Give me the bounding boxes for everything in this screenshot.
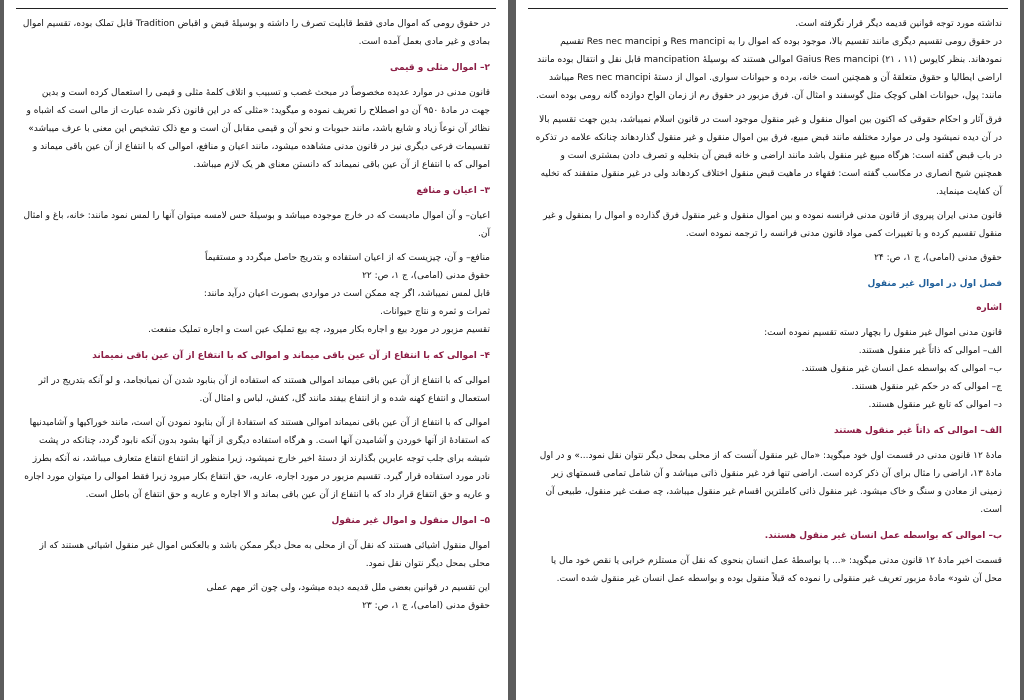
left-page-content <box>22 15 490 615</box>
paragraph: تقسیم مزبور در مورد بیع و اجاره بکار میرود، چه بیع تملیک عین است و اجاره تملیک منفعت. <box>148 325 490 335</box>
section-heading: ۲– اموال مثلی و قیمی <box>389 63 490 73</box>
paragraph: در حقوق رومی که اموال مادی فقط قابلیت تصرف را داشته و بوسیلهٔ قبض و اقباض Tradition قابل تملک بوده، تقسیم اموال بمادی و غیر مادی بعمل آمده است. <box>22 19 490 47</box>
list-item: ب– اموالی که بواسطه عمل انسان غیر منقول هستند. <box>801 364 1002 374</box>
text-line: این تقسیم در قوانین بعضی ملل قدیمه دیده میشود، ولی چون اثر مهم عملی <box>206 583 490 593</box>
section-heading: الف– اموالی که ذاتاً غیر منقول هستند <box>833 426 1002 436</box>
top-border <box>16 8 496 9</box>
paragraph: اموالی که با انتفاع از آن عین باقی میماند اموالی هستند که استفاده از آن بنابود شدن آن نمیانجامد، و لو آنکه بتدریج در اثر استعمال و انتفاع کهنه شده و از انتفاع بیفتد مانند گل، کفش، لباس و امثال آن. <box>38 376 490 404</box>
paragraph: اموال منقول اشیائی هستند که نقل آن از محلی به محل دیگر ممکن باشد و بالعکس اموال غیر منقول اشیائی هستند که از محلی بمحل دیگر نتوان نقل نمود. <box>39 541 490 569</box>
chapter-heading: فصل اول در اموال غیر منقول <box>867 279 1002 289</box>
text-line: ثمرات و ثمره و نتاج حیوانات. <box>380 307 490 317</box>
section-heading: ۴– اموالی که با انتفاع از آن عین باقی میماند و اموالی که با انتفاع از آن عین باقی نمیماند <box>92 351 490 361</box>
list-item: د– اموالی که تابع غیر منقول هستند. <box>868 400 1002 410</box>
paragraph: قانون مدنی در موارد عدیده مخصوصاً در مبحث غصب و تسبیب و اتلاف کلمهٔ مثلی و قیمی را استعمال کرده است و بدین جهت در مادهٔ ۹۵۰ آن دو اصطلاح را تعریف نموده و میگوید: «مثلی که در این قانون ذکر شده عبارت از مالی است که اشباه و نظائر آن نوعاً زیاد و شایع باشد، مانند حبوبات و نحو آن و قیمی مقابل آن است و مع ذلک تشخیص این معنی با عرف میباشد» تقسیمات فرعی دیگری نیز در قانون مدنی مشاهده میشود، مانند اعیان و منافع، اموالی که با انتفاع از آن عین باقی میماند و اموالی که با انتفاع از آن عین باقی نمیماند که دانستن معنای هر یک لازم میباشد. <box>26 88 490 170</box>
left-page <box>4 0 508 700</box>
paragraph: اعیان– و آن اموال مادیست که در خارج موجوده میباشد و بوسیلهٔ حس لامسه میتوان آنها را لمس نمود مانند: خانه، باغ و امثال آن. <box>23 211 490 239</box>
list-item: الف– اموالی که ذاتاً غیر منقول هستند. <box>858 346 1002 356</box>
right-page-content <box>534 15 1002 588</box>
top-border <box>528 8 1008 9</box>
paragraph: قسمت اخیر مادهٔ ۱۲ قانون مدنی میگوید: «... یا بواسطهٔ عمل انسان بنحوی که نقل آن مستلزم خرابی یا نقص خود مال یا محل آن شود» مادهٔ مزبور تعریف غیر منقولی را نموده که قبلاً منقول بوده و بواسطه عمل انسان غیر منقول شده است. <box>550 556 1002 584</box>
list-item: ج– اموالی که در حکم غیر منقول هستند. <box>851 382 1002 392</box>
paragraph: در حقوق رومی تقسیم دیگری مانند تقسیم بالا، موجود بوده که اموال را به Res mancipi و Res nec mancipi تقسیم نمودهاند. بنظر کایوس (Gaius Res mancipi (۲۱ ، ۱۱ اموالی هستند که بوسیلهٔ mancipation قابل نقل و انتقال بوده مانند اراضی ایطالیا و حقوق متعلقهٔ آن و همچنین است خانه، برده و حیوانات سواری. اموال از دستهٔ Res nec mancipi میباشد مانند: پول، حیوانات اهلی کوچک مثل گوسفند و امثال آن. فرق مزبور در حقوق رم از زمان الواح دوازده گانه رومی بوده است. <box>535 37 1002 101</box>
text-line: قابل لمس نمیباشد، اگر چه ممکن است در مواردی بصورت اعیان درآید مانند: <box>203 289 490 299</box>
page-reference: حقوق مدنی (امامی)، ج ۱، ص: ۲۲ <box>362 271 490 281</box>
paragraph: اموالی که با انتفاع از آن عین باقی نمیماند اموالی هستند که استفادهٔ از آن بنابود نمودن آن است، مانند خوراکیها و آشامیدنیها که استفادهٔ از آنها خوردن و آشامیدن آنها است. و هرگاه استفاده دیگری از آنها بشود بدون آنکه نابود گردد، چنانکه در پشت شیشه برای جلب توجه عابرین بگذارند از دستهٔ اخیر خارج نمیشود، زیرا منظور از انتفاع انتفاع متعارف میباشد، نه آنکه بطرز نادر مورد استفاده قرار گیرد. تقسیم مزبور در مورد اجاره، عاریه، حق انتفاع بکار میرود زیرا فقط اموالی را میتوان مورد اجاره و عاریه و حق انتفاع قرار داد که با انتفاع از آن عین باقی بماند و الا اجاره و عاریه و حق انتفاع آن باطل است. <box>24 418 490 500</box>
section-heading: اشاره <box>976 303 1002 313</box>
text-line: منافع– و آن، چیزیست که از اعیان استفاده و بتدریج حاصل میگردد و مستقیماً <box>204 253 490 263</box>
section-heading: ۳– اعیان و منافع <box>416 186 490 196</box>
page-reference: حقوق مدنی (امامی)، ج ۱، ص: ۲۴ <box>874 253 1002 263</box>
section-heading: ب– اموالی که بواسطه عمل انسان غیر منقول هستند. <box>764 531 1002 541</box>
paragraph: مادهٔ ۱۲ قانون مدنی در قسمت اول خود میگوید: «مال غیر منقول آنست که از محلی بمحل دیگر نتوان نقل نمود...» و در اول مادهٔ ۱۳، اراضی را مثال برای آن ذکر کرده است. اراضی تنها فرد غیر منقول ذاتی میباشد و آن شامل تمامی قسمتهای زیر زمینی از معادن و سنگ و خاک میشود. غیر منقول ذاتی کاملترین اقسام غیر منقول میباشد، چه صفت غیر منقول، طبیعی آن است. <box>539 451 1002 515</box>
right-page <box>516 0 1020 700</box>
text-line: نداشته مورد توجه قوانین قدیمه دیگر قرار نگرفته است. <box>795 19 1002 29</box>
page-reference: حقوق مدنی (امامی)، ج ۱، ص: ۲۳ <box>362 601 490 611</box>
section-heading: ۵– اموال منقول و اموال غیر منقول <box>331 516 490 526</box>
text-line: قانون مدنی اموال غیر منقول را بچهار دسته تقسیم نموده است: <box>764 328 1002 338</box>
paragraph: قانون مدنی ایران پیروی از قانون مدنی فرانسه نموده و بین اموال منقول و غیر منقول فرق گذارده و اموال را بمنقول و غیر منقول تقسیم کرده و با تغییرات کمی مواد قانون مدنی فرانسه را ترجمه نموده است. <box>543 211 1002 239</box>
paragraph: فرق آثار و احکام حقوقی که اکنون بین اموال منقول و غیر منقول موجود است در قانون اسلام نمیباشد، بدین جهت تقسیم بالا در آن دیده نمیشود ولی در موارد مختلفه مانند قبض مبیع، فرق بین اموال منقول و غیر منقول گذاردهاند چنانکه علامه در تذکره در باب قبض گفته است: هرگاه مبیع غیر منقول باشد مانند اراضی و خانه قبض آن بتخلیه و تصرف دادن بمشتری است و همچنین شیخ انصاری در مکاسب گفته است: فقهاء در ماهیت قبض منقول اختلاف کردهاند ولی در غیر منقول متفقند که تخلیه آن کفایت مینماید. <box>535 115 1002 197</box>
